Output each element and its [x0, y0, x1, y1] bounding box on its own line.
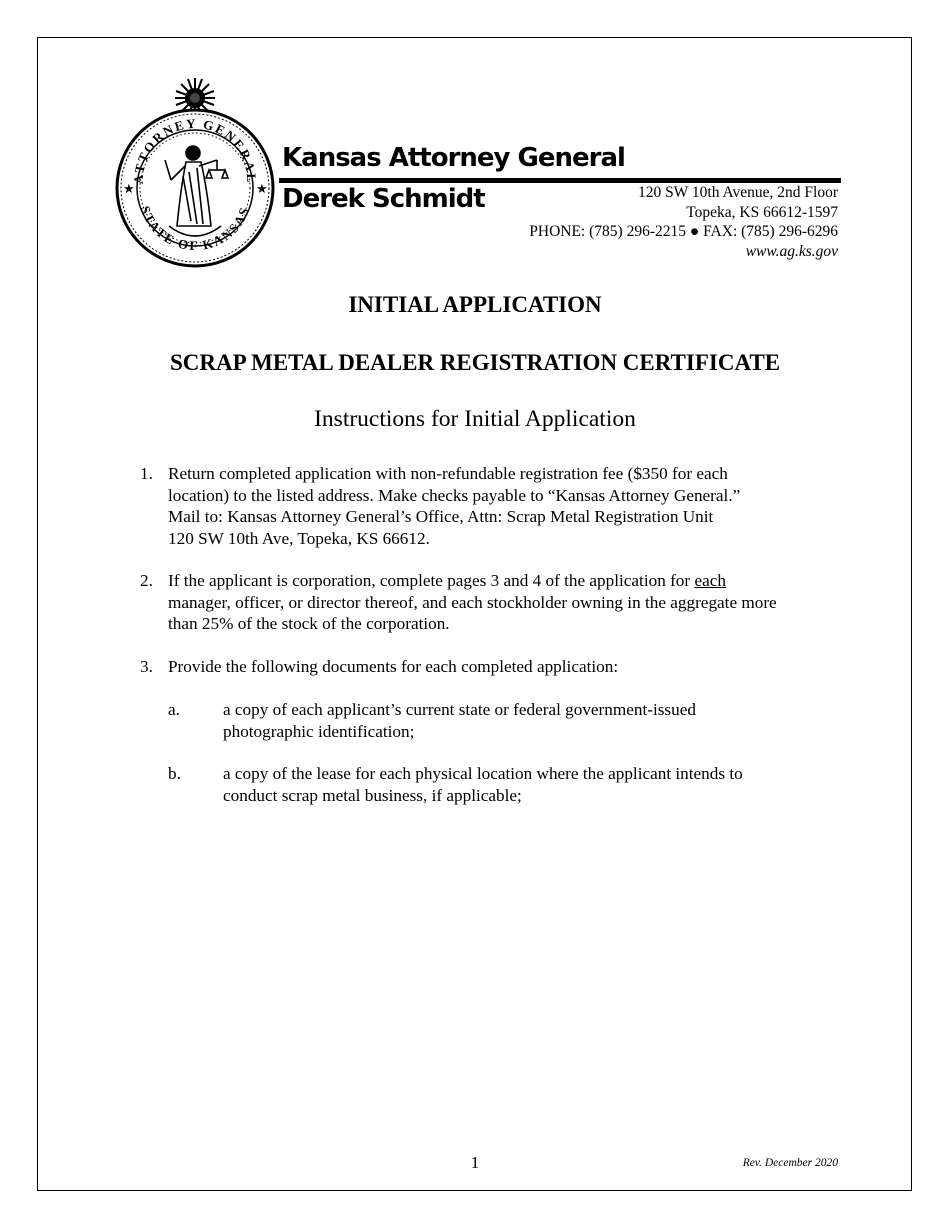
item-line: [168, 570, 838, 592]
svg-text:★: ★: [123, 182, 135, 197]
svg-text:★: ★: [256, 182, 268, 197]
item-line: 120 SW 10th Ave, Topeka, KS 66612.: [168, 528, 430, 548]
item-line: a copy of the lease for each physical location where the applicant intends to: [223, 764, 743, 783]
seal-bottom-text: STATE OF KANSAS: [137, 204, 253, 254]
sub-item-text: [223, 763, 833, 806]
attorney-general-seal: [113, 76, 275, 272]
item-number: 3.: [140, 657, 153, 676]
item-text: [168, 570, 838, 635]
item-line: manager, officer, or director thereof, and each stockholder owning in the aggregate more: [168, 592, 777, 612]
revision-date: Rev. December 2020: [742, 1157, 838, 1169]
sub-item-label: a.: [168, 700, 180, 719]
item-line-text: If the applicant is corporation, complete pages 3 and 4 of the application for: [168, 571, 695, 590]
item-line: than 25% of the stock of the corporation.: [168, 614, 450, 633]
item-line: Return completed application with non-refundable registration fee ($350 for each: [168, 464, 728, 483]
attorney-general-name: Derek Schmidt: [282, 184, 485, 214]
address-line-2: Topeka, KS 66612-1597: [686, 203, 838, 221]
contact-block: [529, 183, 838, 261]
item-number: 2.: [140, 571, 153, 590]
document-subtitle: SCRAP METAL DEALER REGISTRATION CERTIFICATE: [169, 350, 781, 375]
item-text: Provide the following documents for each completed application:: [168, 657, 619, 676]
item-line: photographic identification;: [223, 721, 415, 741]
document-title: INITIAL APPLICATION: [348, 292, 602, 317]
agency-name: Kansas Attorney General: [282, 143, 625, 173]
item-text: [168, 463, 838, 549]
item-line: Mail to: Kansas Attorney General’s Office, Attn: Scrap Metal Registration Unit: [168, 507, 714, 526]
underlined-word: each: [694, 571, 726, 590]
instructions-heading: Instructions for Initial Application: [314, 406, 636, 432]
item-line: conduct scrap metal business, if applicable;: [223, 785, 522, 805]
item-number: 1.: [140, 464, 153, 483]
item-line: location) to the listed address. Make checks payable to “Kansas Attorney General.”: [168, 485, 741, 505]
address-line-1: 120 SW 10th Avenue, 2nd Floor: [637, 184, 838, 201]
website-link[interactable]: www.ag.ks.gov: [745, 242, 838, 260]
sub-item-label: b.: [168, 764, 181, 783]
sub-item-text: [223, 699, 833, 742]
seal-top-text: ATTORNEY GENERAL: [130, 115, 260, 185]
page-number: 1: [470, 1153, 480, 1172]
phone-fax: PHONE: (785) 296-2215 ● FAX: (785) 296-6296: [529, 223, 838, 240]
item-line: a copy of each applicant’s current state or federal government-issued: [223, 700, 696, 719]
